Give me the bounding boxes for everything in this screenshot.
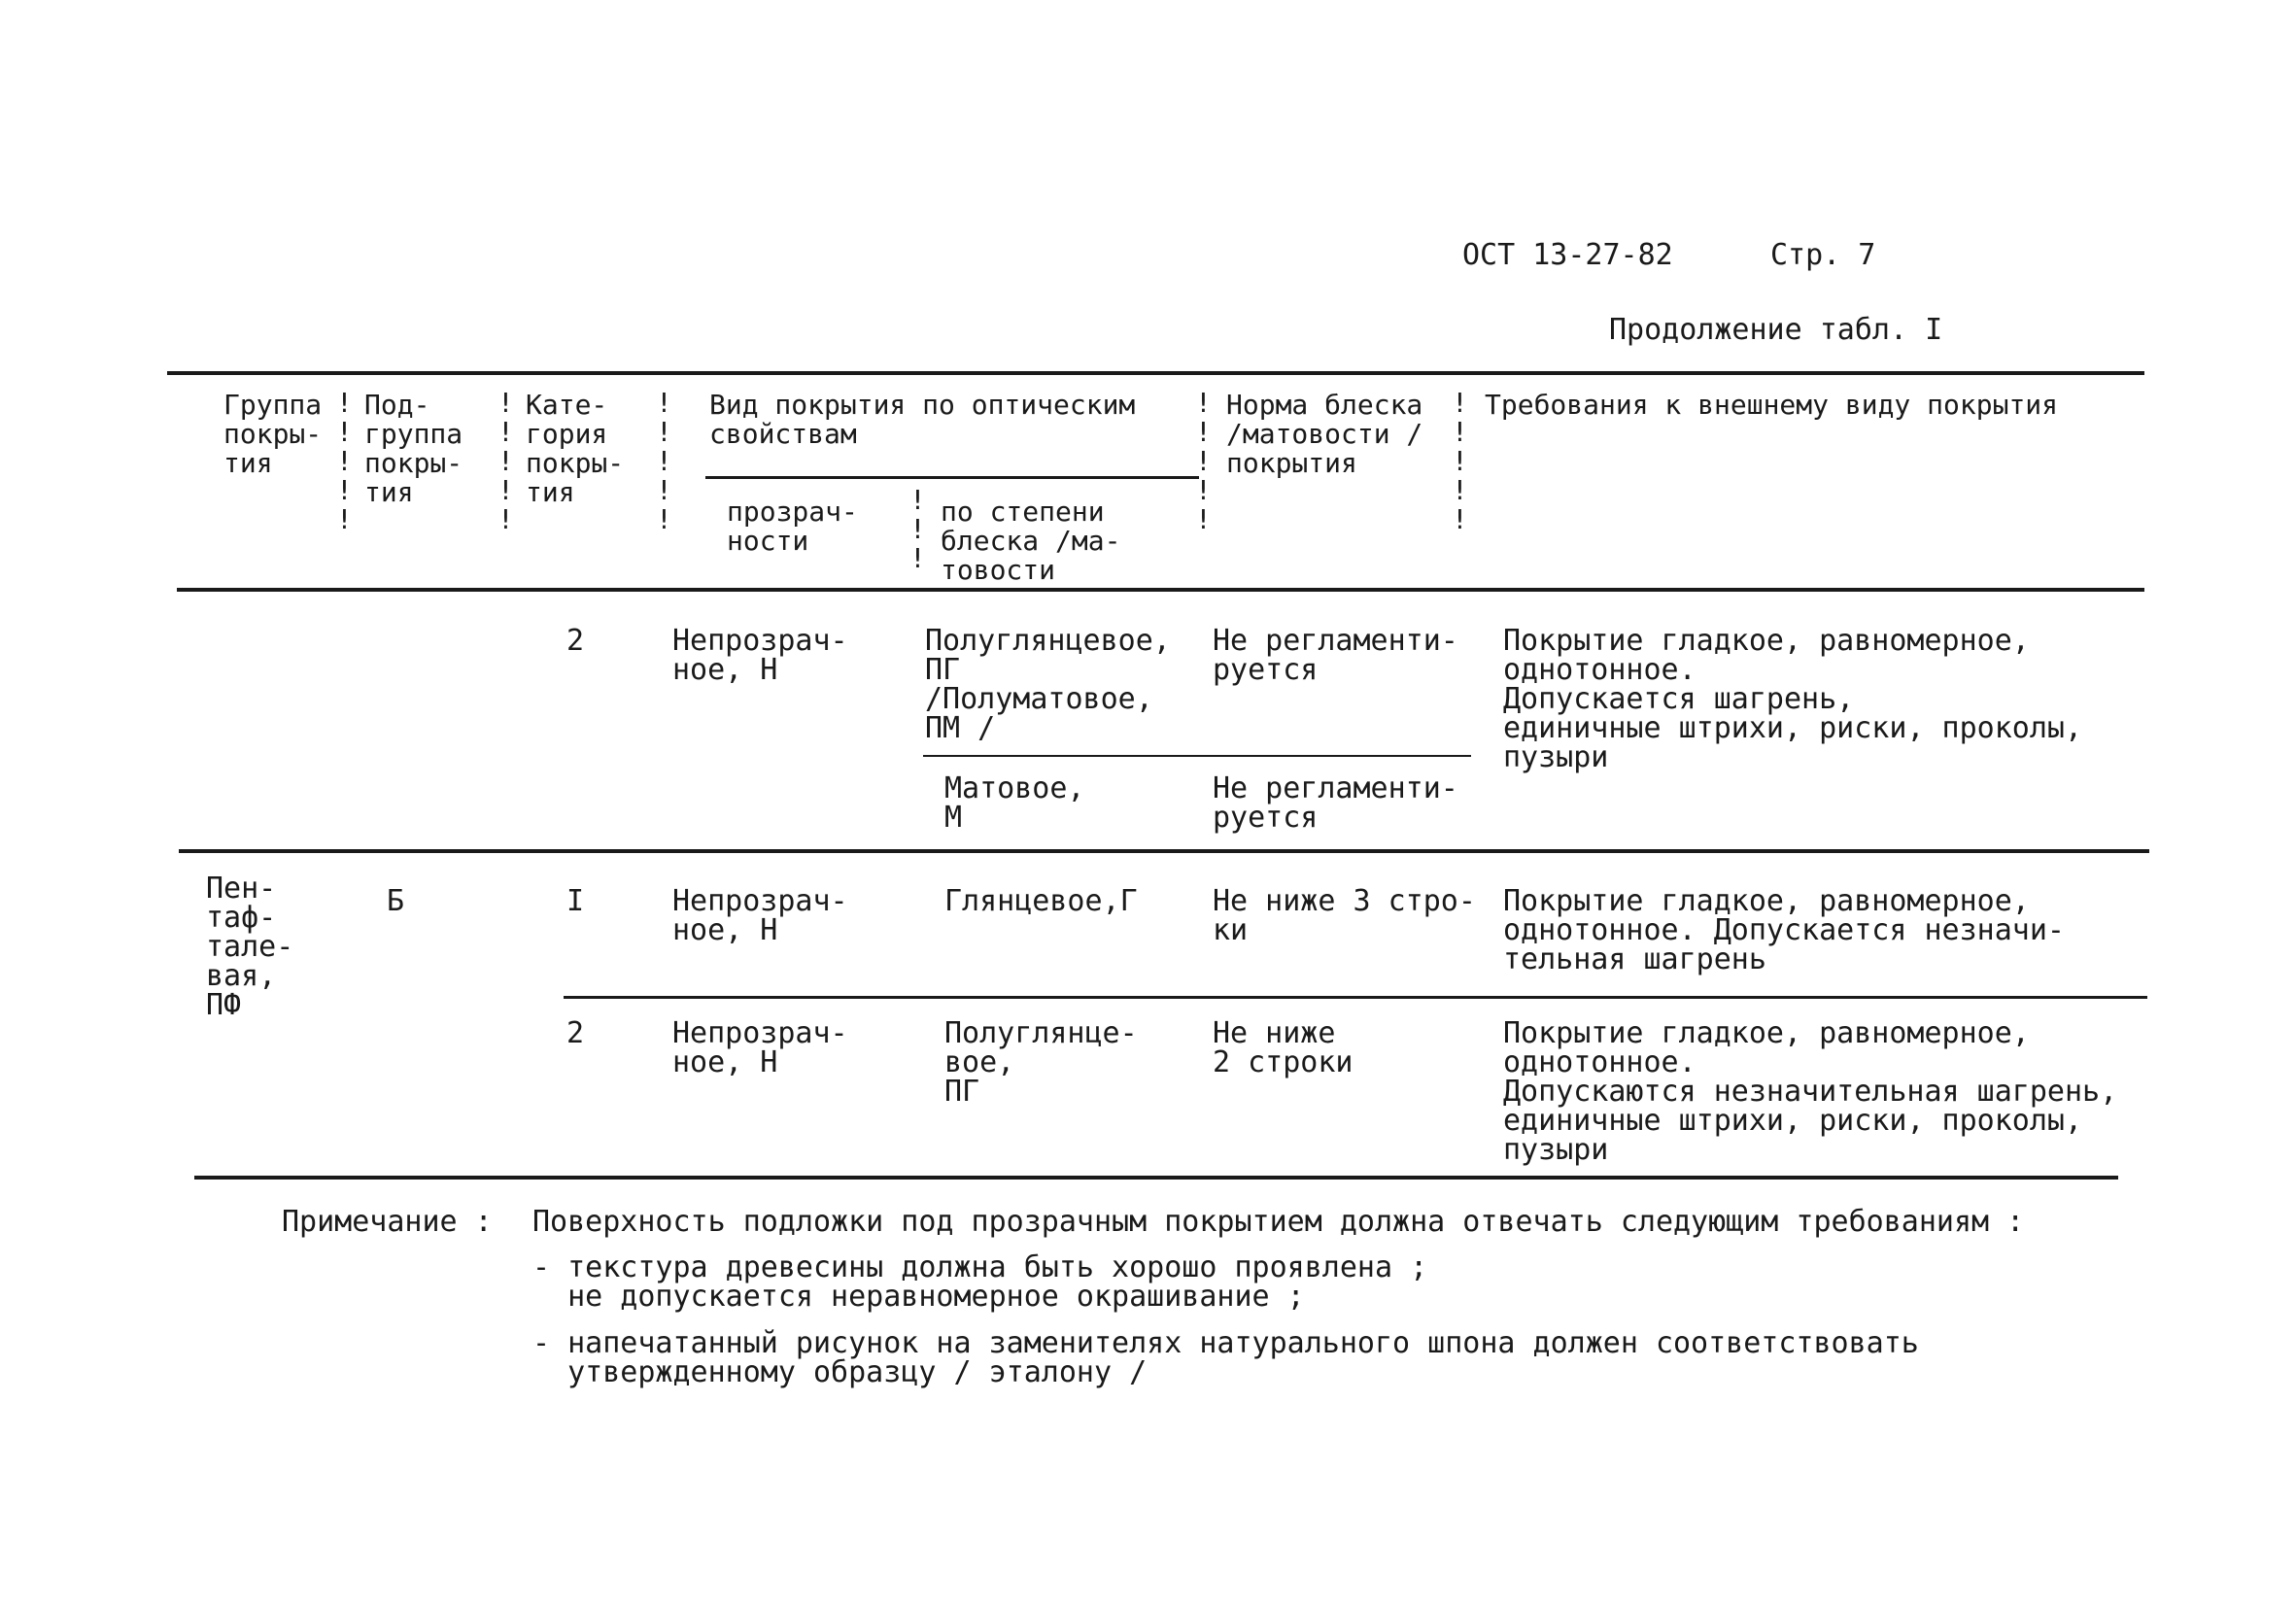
header-separator: ! ! ! ! ! xyxy=(1452,387,1468,535)
header-separator: ! ! ! ! ! xyxy=(1195,387,1212,535)
row1-gloss-a: Полуглянцевое, ПГ /Полуматовое, ПМ / xyxy=(925,624,1171,745)
header-bottom-rule xyxy=(177,588,2144,592)
row3-transparency: Непрозрач- ное, Н xyxy=(672,1016,848,1079)
column-header-category: Кате- гория покры- тия xyxy=(526,389,625,508)
row2-divider-rule xyxy=(564,996,2147,999)
row-divider-rule xyxy=(179,849,2149,853)
column-header-subgroup: Под- группа покры- тия xyxy=(364,389,463,508)
row2-gloss: Глянцевое,Г xyxy=(944,884,1138,918)
header-separator: ! ! ! ! ! xyxy=(336,387,353,535)
row1-norm-a: Не регламенти- руется xyxy=(1213,624,1458,687)
header-separator: ! ! ! ! ! xyxy=(656,387,672,535)
column-header-requirements: Требования к внешнему виду покрытия xyxy=(1485,389,2059,421)
column-header-group: Группа покры- тия xyxy=(223,389,323,479)
header-separator: ! ! ! ! ! xyxy=(497,387,514,535)
note-intro: Поверхность подложки под прозрачным покрытием должна отвечать следующим требованиям : xyxy=(532,1205,2025,1239)
row2-group: Пен- таф- тале- вая, ПФ xyxy=(206,872,294,1022)
table-bottom-rule xyxy=(194,1176,2118,1180)
row1-category: 2 xyxy=(566,624,585,658)
note-item-texture: - текстура древесины должна быть хорошо проявлена ; не допускается неравномерное окрашивание ; xyxy=(532,1250,1428,1314)
document-code: ОСТ 13-27-82 xyxy=(1462,238,1673,272)
row2-transparency: Непрозрач- ное, Н xyxy=(672,884,848,947)
column-header-gloss-degree: по степени блеска /ма- товости xyxy=(941,496,1121,586)
column-header-optical: Вид покрытия по оптическим свойствам xyxy=(709,389,1136,450)
row1-split-rule xyxy=(923,755,1471,757)
page-number: Стр. 7 xyxy=(1770,238,1876,272)
row2-requirements: Покрытие гладкое, равномерное, однотонное. Допускается незначи- тельная шагрень xyxy=(1503,884,2065,976)
column-header-gloss-norm: Норма блеска /матовости / покрытия xyxy=(1226,389,1423,479)
row3-requirements: Покрытие гладкое, равномерное, однотонное. Допускаются незначительная шагрень, единичные штрихи, риски, проколы, пузыри xyxy=(1503,1016,2118,1167)
note-label: Примечание : xyxy=(282,1205,493,1239)
header-separator: ! ! ! xyxy=(909,484,926,574)
table-continuation-label: Продолжение табл. I xyxy=(1609,313,1943,347)
row1-gloss-b: Матовое, М xyxy=(944,771,1085,835)
row2-category: I xyxy=(566,884,585,918)
table-top-rule xyxy=(167,371,2144,375)
row2-norm: Не ниже 3 стро- ки xyxy=(1213,884,1476,947)
optical-header-rule xyxy=(705,476,1199,479)
row3-category: 2 xyxy=(566,1016,585,1050)
note-item-print: - напечатанный рисунок на заменителях натурального шпона должен соответствовать утвержденному образцу / эталону / xyxy=(532,1326,1919,1389)
row1-transparency: Непрозрач- ное, Н xyxy=(672,624,848,687)
row1-requirements: Покрытие гладкое, равномерное, однотонное. Допускается шагрень, единичные штрихи, риски, проколы, пузыри xyxy=(1503,624,2083,774)
column-header-transparency: прозрач- ности xyxy=(727,496,858,557)
row2-subgroup: Б xyxy=(387,884,405,918)
row1-norm-b: Не регламенти- руется xyxy=(1213,771,1458,835)
row3-gloss: Полуглянце- вое, ПГ xyxy=(944,1016,1138,1109)
row3-norm: Не ниже 2 строки xyxy=(1213,1016,1354,1079)
